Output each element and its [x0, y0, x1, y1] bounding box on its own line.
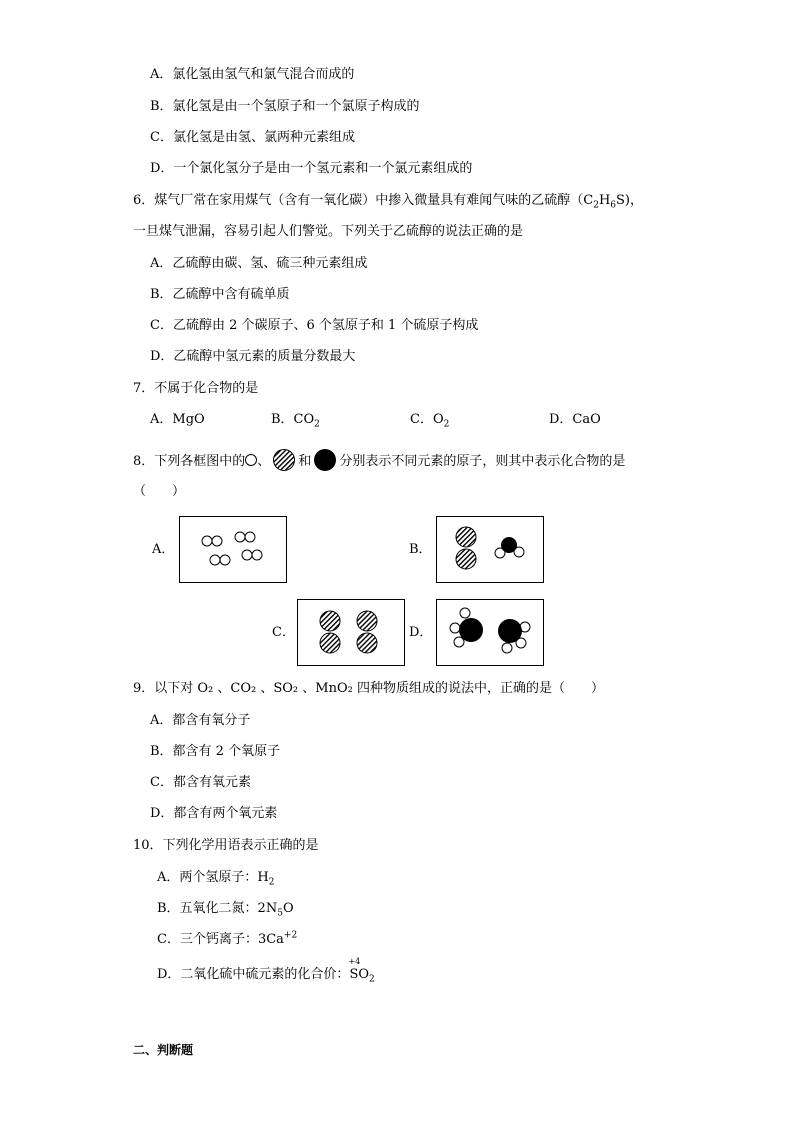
q6-option-c: C．乙硫醇由 2 个碳原子、6 个氢原子和 1 个硫原子构成	[150, 318, 479, 333]
atom	[460, 608, 470, 618]
q8-stem: 8．下列各框图中的 、 和 分别表示不同元素的原子，则其中表示化合物的是	[133, 448, 625, 472]
box-a-label: A．	[152, 542, 175, 557]
q8-answer-paren: （ ）	[133, 484, 186, 499]
q10-option-d: D．二氧化硫中硫元素的化合价： +4 $SO_2$	[157, 957, 375, 985]
atom	[252, 550, 262, 560]
q6-option-b: B．乙硫醇中含有硫单质	[150, 287, 290, 302]
q5-option-b: B．氯化氢是由一个氢原子和一个氯原子构成的	[150, 99, 420, 114]
option-c-box	[297, 599, 405, 666]
atom	[235, 532, 245, 542]
q7-option-c: C．$O_2$	[410, 412, 450, 430]
atom	[502, 643, 512, 653]
atom	[212, 536, 222, 546]
q5-option-c: C．氯化氢是由氢、氯两种元素组成	[150, 130, 355, 145]
box-d-label: D．	[409, 625, 433, 640]
atom	[450, 623, 460, 633]
q7-option-a: A．MgO	[150, 412, 205, 427]
q6-option-a: A．乙硫醇由碳、氢、硫三种元素组成	[150, 256, 368, 271]
q7-option-d: D．CaO	[549, 412, 601, 427]
q7-stem: 7．不属于化合物的是	[133, 381, 259, 396]
atom	[242, 550, 252, 560]
atom	[456, 527, 476, 547]
q10-option-c: C．三个钙离子：$3Ca^{+2}$	[157, 930, 298, 947]
atom	[210, 555, 220, 565]
q5-option-a: A．氯化氢由氢气和氯气混合而成的	[150, 67, 355, 82]
atom	[245, 532, 255, 542]
white-atom-icon	[245, 454, 257, 466]
q6-stem-line2: 一旦煤气泄漏，容易引起人们警觉。下列关于乙硫醇的说法正确的是	[133, 224, 524, 239]
atom	[320, 611, 340, 631]
atom	[357, 611, 377, 631]
q7-option-b: B．$CO_2$	[271, 412, 320, 430]
q6-option-d: D．乙硫醇中氢元素的质量分数最大	[150, 349, 356, 364]
q9-option-b: B．都含有 2 个氧原子	[150, 744, 281, 759]
atom	[454, 637, 464, 647]
atom	[357, 633, 377, 653]
atom	[320, 633, 340, 653]
q9-stem: 9．以下对 O₂ 、CO₂ 、SO₂ 、MnO₂ 四种物质组成的说法中，正确的是（ ）	[133, 681, 604, 696]
black-atom-icon	[313, 448, 337, 472]
section-title: 二、判断题	[133, 1043, 194, 1057]
hatched-atom-icon	[272, 448, 296, 472]
atom	[501, 537, 517, 553]
q10-option-a: A．两个氢原子：$H_2$	[157, 870, 275, 888]
q9-option-d: D．都含有两个氧元素	[150, 806, 278, 821]
q10-stem: 10．下列化学用语表示正确的是	[133, 838, 319, 853]
option-d-box	[436, 599, 544, 666]
q10-option-b: B．五氧化二氮：$2N_5O$	[157, 901, 294, 919]
box-b-label: B．	[409, 542, 432, 557]
q5-option-d: D．一个氯化氢分子是由一个氢元素和一个氯元素组成的	[150, 161, 473, 176]
valence-mark: +4	[348, 957, 361, 966]
q6-stem-line1: 6．煤气厂常在家用煤气（含有一氧化碳）中掺入微量具有难闻气味的乙硫醇$(C_2H_6S)$，	[133, 193, 644, 211]
option-b-box	[436, 516, 544, 583]
atom	[459, 618, 483, 642]
atom	[220, 555, 230, 565]
atom	[202, 536, 212, 546]
q9-option-a: A．都含有氧分子	[150, 713, 251, 728]
option-a-box	[179, 516, 287, 583]
box-c-label: C．	[272, 625, 295, 640]
q9-option-c: C．都含有氧元素	[150, 775, 251, 790]
atom	[456, 549, 476, 569]
atom	[498, 619, 522, 643]
